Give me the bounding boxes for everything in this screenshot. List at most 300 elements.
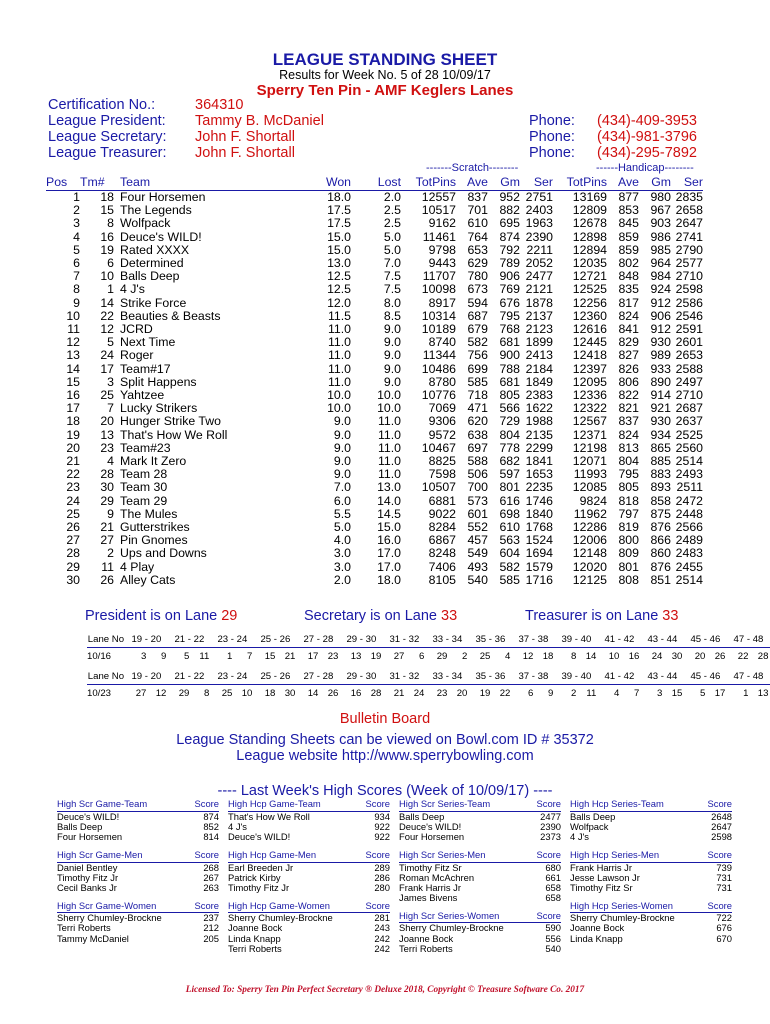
president-lane bbox=[85, 608, 237, 624]
cell-scratch-ave: 653 bbox=[467, 242, 488, 257]
bowler-score: 540 bbox=[545, 942, 561, 954]
cell-hcp-totpins: 12397 bbox=[572, 361, 607, 376]
cell-scratch-totpins: 9798 bbox=[428, 242, 456, 257]
cell-scratch-ave: 540 bbox=[467, 572, 488, 587]
high-score-category-row bbox=[570, 899, 732, 913]
bowler-name: Sherry Chumley-Brockne bbox=[228, 912, 333, 924]
cell-scratch-ave: 594 bbox=[467, 295, 488, 310]
cell-scratch-ave: 610 bbox=[467, 216, 488, 231]
cell-scratch-gm: 585 bbox=[499, 572, 520, 587]
cell-scratch-ser: 1746 bbox=[525, 493, 553, 508]
cell-won: 3.0 bbox=[333, 546, 351, 561]
cell-hcp-ave: 853 bbox=[618, 203, 639, 218]
cell-lost: 10.0 bbox=[377, 401, 401, 416]
cell-scratch-ser: 1579 bbox=[525, 559, 553, 574]
cell-scratch-gm: 792 bbox=[499, 242, 520, 257]
cell-won: 11.0 bbox=[327, 322, 351, 337]
treasurer-lane bbox=[525, 608, 678, 624]
team-b: 12 bbox=[155, 687, 167, 699]
lane-pair bbox=[598, 685, 641, 702]
cell-team-name: 4 J's bbox=[120, 282, 145, 297]
team-a: 18 bbox=[264, 687, 276, 699]
high-score-category: High Scr Game-Women bbox=[57, 899, 188, 913]
cell-scratch-ser: 2052 bbox=[525, 256, 553, 271]
lane-pair-label: 21 - 22 bbox=[168, 668, 211, 685]
lane-schedule-row bbox=[87, 685, 770, 702]
cell-hcp-totpins: 12616 bbox=[572, 322, 607, 337]
cell-scratch-ave: 837 bbox=[467, 190, 488, 204]
lane-pair bbox=[297, 648, 340, 665]
cell-hcp-totpins: 12020 bbox=[572, 559, 607, 574]
cell-team-name: Next Time bbox=[120, 335, 176, 350]
cell-hcp-gm: 876 bbox=[650, 520, 671, 535]
lane-pair bbox=[254, 648, 297, 665]
bulletin-title: Bulletin Board bbox=[339, 711, 431, 727]
cell-lost: 7.5 bbox=[383, 282, 401, 297]
team-a: 29 bbox=[436, 650, 448, 662]
cell-team-number: 5 bbox=[107, 335, 114, 350]
cell-scratch-totpins: 10486 bbox=[421, 361, 456, 376]
bowler-name: That's How We Roll bbox=[228, 811, 310, 822]
bowler-name: Sherry Chumley-Brockne bbox=[570, 912, 675, 924]
team-a: 12 bbox=[522, 650, 534, 662]
high-score-entry bbox=[570, 934, 732, 944]
high-score-category: High Hcp Game-Men bbox=[228, 849, 359, 863]
lane-pair bbox=[684, 685, 727, 702]
score-label: Score bbox=[188, 899, 219, 913]
cell-scratch-totpins: 11461 bbox=[422, 229, 456, 244]
high-score-entry bbox=[57, 832, 219, 842]
high-score-category: High Scr Game-Team bbox=[57, 798, 188, 812]
secretary-name: John F. Shortall bbox=[195, 129, 295, 145]
cell-scratch-ser: 1841 bbox=[525, 454, 553, 469]
lane-pair bbox=[512, 648, 555, 665]
cell-hcp-ser: 2546 bbox=[675, 308, 703, 323]
cell-scratch-ave: 582 bbox=[467, 335, 488, 350]
bowler-name: Joanne Bock bbox=[228, 922, 283, 934]
bowler-score: 2390 bbox=[540, 821, 561, 833]
bowler-name: Deuce's WILD! bbox=[399, 821, 462, 833]
score-label: Score bbox=[359, 798, 390, 812]
cell-won: 9.0 bbox=[333, 454, 351, 469]
team-b: 26 bbox=[714, 650, 726, 662]
cell-team-number: 29 bbox=[100, 493, 114, 508]
president-lane-number: 29 bbox=[221, 608, 238, 624]
cell-scratch-gm: 582 bbox=[499, 559, 520, 574]
cell-scratch-gm: 804 bbox=[499, 427, 520, 442]
col-scratch-gm: Gm bbox=[488, 176, 520, 191]
team-a: 2 bbox=[571, 687, 577, 699]
cell-pos: 3 bbox=[73, 216, 80, 231]
cell-hcp-gm: 912 bbox=[650, 322, 671, 337]
cell-lost: 7.5 bbox=[383, 269, 401, 284]
standings-row bbox=[46, 231, 703, 244]
cell-pos: 26 bbox=[66, 520, 80, 535]
cell-pos: 29 bbox=[66, 559, 80, 574]
cell-pos: 12 bbox=[66, 335, 80, 350]
cell-hcp-ave: 829 bbox=[618, 335, 639, 350]
lane-pair-label: 47 - 48 bbox=[727, 668, 770, 685]
lane-no-label: Lane No bbox=[87, 631, 125, 648]
cell-hcp-ser: 2483 bbox=[675, 546, 703, 561]
cell-scratch-gm: 906 bbox=[499, 269, 520, 284]
bowler-name: Sherry Chumley-Brockne bbox=[399, 922, 504, 934]
team-b: 11 bbox=[586, 687, 597, 699]
cell-lost: 10.0 bbox=[377, 388, 401, 403]
cell-scratch-ser: 1653 bbox=[525, 467, 553, 482]
bowler-name: 4 J's bbox=[228, 821, 247, 833]
high-score-category-row bbox=[228, 798, 390, 812]
cell-scratch-ave: 701 bbox=[467, 203, 488, 218]
standings-table bbox=[46, 176, 703, 587]
high-scores-column bbox=[57, 798, 219, 944]
col-pos: Pos bbox=[46, 176, 80, 191]
cell-scratch-gm: 563 bbox=[499, 533, 520, 548]
cell-scratch-gm: 882 bbox=[499, 203, 520, 218]
bowler-name: James Bivens bbox=[399, 892, 458, 904]
col-lost: Lost bbox=[351, 176, 401, 191]
cell-hcp-gm: 906 bbox=[650, 308, 671, 323]
cell-hcp-totpins: 9824 bbox=[579, 493, 607, 508]
standings-row bbox=[46, 349, 703, 362]
cell-scratch-totpins: 8105 bbox=[428, 572, 456, 587]
cell-team-number: 6 bbox=[107, 256, 114, 271]
cell-scratch-ser: 1768 bbox=[525, 520, 553, 535]
lane-pair bbox=[383, 648, 426, 665]
cell-hcp-ave: 818 bbox=[618, 493, 639, 508]
lane-pair bbox=[254, 685, 297, 702]
cell-scratch-gm: 566 bbox=[499, 401, 520, 416]
team-b: 17 bbox=[714, 687, 726, 699]
cell-hcp-ser: 2448 bbox=[675, 506, 703, 521]
cell-hcp-ave: 827 bbox=[618, 348, 639, 363]
cell-hcp-ave: 809 bbox=[618, 546, 639, 561]
cell-pos: 15 bbox=[66, 374, 80, 389]
lane-pair bbox=[727, 685, 770, 702]
cell-hcp-gm: 930 bbox=[650, 335, 671, 350]
cell-hcp-ser: 2511 bbox=[676, 480, 703, 495]
lane-pair-label: 41 - 42 bbox=[598, 668, 641, 685]
high-score-category-row bbox=[57, 899, 219, 913]
cell-hcp-ser: 2514 bbox=[675, 572, 703, 587]
cell-hcp-ave: 804 bbox=[618, 454, 639, 469]
cell-hcp-ser: 2525 bbox=[675, 427, 703, 442]
cell-scratch-ave: 697 bbox=[467, 440, 488, 455]
cell-pos: 22 bbox=[66, 467, 80, 482]
phone-label: Phone: bbox=[529, 129, 575, 145]
team-b: 11 bbox=[199, 650, 210, 662]
cell-team-number: 27 bbox=[100, 533, 114, 548]
cell-hcp-ser: 2455 bbox=[675, 559, 703, 574]
cell-team-name: Strike Force bbox=[120, 295, 187, 310]
lane-pair-label: 35 - 36 bbox=[469, 668, 512, 685]
cell-scratch-gm: 788 bbox=[499, 361, 520, 376]
cell-won: 7.0 bbox=[333, 480, 351, 495]
cell-hcp-totpins: 12035 bbox=[572, 256, 607, 271]
cell-won: 17.5 bbox=[327, 216, 351, 231]
cell-team-name: Deuce's WILD! bbox=[120, 229, 202, 244]
team-a: 15 bbox=[264, 650, 276, 662]
cell-won: 12.5 bbox=[327, 269, 351, 284]
officer-values bbox=[195, 97, 324, 161]
team-b: 16 bbox=[628, 650, 640, 662]
cell-hcp-gm: 890 bbox=[650, 374, 671, 389]
cell-team-number: 9 bbox=[107, 506, 114, 521]
cell-hcp-totpins: 12371 bbox=[572, 427, 607, 442]
certification-number: 364310 bbox=[195, 97, 244, 113]
high-score-entry bbox=[570, 822, 732, 832]
cell-hcp-ave: 802 bbox=[618, 256, 639, 271]
cell-team-name: The Legends bbox=[120, 203, 192, 218]
cell-hcp-totpins: 12256 bbox=[572, 295, 607, 310]
league-name: Sperry Ten Pin - AMF Keglers Lanes bbox=[256, 82, 514, 99]
lane-pair bbox=[426, 648, 469, 665]
cell-hcp-ser: 2835 bbox=[675, 190, 703, 204]
cell-lost: 18.0 bbox=[377, 572, 401, 587]
cell-scratch-totpins: 7598 bbox=[428, 467, 456, 482]
high-scores-column bbox=[228, 798, 390, 954]
bowler-score: 2647 bbox=[711, 821, 732, 833]
high-score-entry bbox=[228, 883, 390, 893]
cell-scratch-totpins: 6881 bbox=[428, 493, 456, 508]
bowler-score: 731 bbox=[716, 871, 732, 883]
cell-scratch-gm: 695 bbox=[499, 216, 520, 231]
cell-hcp-gm: 876 bbox=[650, 559, 671, 574]
cell-hcp-gm: 930 bbox=[650, 414, 671, 429]
bowler-score: 852 bbox=[203, 821, 219, 833]
cell-scratch-totpins: 7069 bbox=[428, 401, 456, 416]
standings-row bbox=[46, 574, 703, 587]
bowler-score: 237 bbox=[203, 912, 219, 924]
cell-scratch-ave: 687 bbox=[467, 308, 488, 323]
cell-scratch-ave: 493 bbox=[467, 559, 488, 574]
team-b: 9 bbox=[161, 650, 167, 662]
cell-hcp-ser: 2514 bbox=[675, 454, 703, 469]
cell-team-number: 28 bbox=[100, 467, 114, 482]
cell-scratch-ave: 764 bbox=[467, 229, 488, 244]
cell-won: 17.5 bbox=[327, 203, 351, 218]
cell-won: 9.0 bbox=[333, 427, 351, 442]
standings-row bbox=[46, 297, 703, 310]
cell-lost: 7.0 bbox=[383, 256, 401, 271]
schedule-date: 10/23 bbox=[87, 687, 112, 699]
cell-team-name: Beauties & Beasts bbox=[120, 308, 221, 323]
team-b: 28 bbox=[370, 687, 382, 699]
cell-team-name: Mark It Zero bbox=[120, 454, 187, 469]
col-won: Won bbox=[311, 176, 351, 191]
cell-scratch-ser: 1840 bbox=[525, 506, 553, 521]
cell-hcp-gm: 989 bbox=[650, 348, 671, 363]
team-a: 19 bbox=[479, 687, 491, 699]
lane-pair-label: 25 - 26 bbox=[254, 631, 297, 648]
bowler-name: Timothy Fitz Jr bbox=[57, 871, 119, 883]
cell-scratch-totpins: 10314 bbox=[421, 308, 456, 323]
team-a: 25 bbox=[479, 650, 491, 662]
cell-pos: 7 bbox=[73, 269, 80, 284]
cell-scratch-totpins: 8825 bbox=[428, 454, 456, 469]
bowler-name: Timothy Fitz Jr bbox=[228, 882, 290, 894]
high-score-category-row bbox=[57, 798, 219, 812]
cell-won: 2.0 bbox=[333, 572, 351, 587]
lane-pair-label: 25 - 26 bbox=[254, 668, 297, 685]
cell-scratch-ave: 585 bbox=[467, 374, 488, 389]
bowler-score: 205 bbox=[203, 932, 219, 944]
cell-hcp-gm: 893 bbox=[650, 480, 671, 495]
cell-hcp-ave: 817 bbox=[618, 295, 639, 310]
bowler-score: 922 bbox=[374, 831, 390, 843]
standings-row bbox=[46, 495, 703, 508]
cell-hcp-ser: 2560 bbox=[675, 440, 703, 455]
score-label: Score bbox=[359, 849, 390, 863]
cell-lost: 9.0 bbox=[383, 322, 401, 337]
cell-won: 15.0 bbox=[327, 242, 351, 257]
standings-row bbox=[46, 429, 703, 442]
standings-row bbox=[46, 283, 703, 296]
high-score-entry bbox=[399, 893, 561, 903]
cell-pos: 6 bbox=[73, 256, 80, 271]
lane-pair bbox=[641, 685, 684, 702]
cell-hcp-totpins: 12445 bbox=[572, 335, 607, 350]
col-team: Team bbox=[114, 176, 311, 191]
bowler-score: 934 bbox=[374, 811, 390, 822]
cell-hcp-totpins: 12006 bbox=[572, 533, 607, 548]
cell-hcp-gm: 860 bbox=[650, 546, 671, 561]
cell-team-name: Split Happens bbox=[120, 374, 197, 389]
cell-scratch-gm: 768 bbox=[499, 322, 520, 337]
bowler-name: Cecil Banks Jr bbox=[57, 882, 117, 894]
team-b: 15 bbox=[671, 687, 683, 699]
cell-hcp-totpins: 11993 bbox=[573, 467, 607, 482]
cell-scratch-gm: 698 bbox=[499, 506, 520, 521]
high-score-category: High Scr Series-Women bbox=[399, 909, 530, 923]
high-scores-column bbox=[570, 798, 732, 944]
team-b: 28 bbox=[757, 650, 769, 662]
cell-hcp-ser: 2472 bbox=[675, 493, 703, 508]
cell-won: 9.0 bbox=[333, 414, 351, 429]
lane-pair-label: 43 - 44 bbox=[641, 631, 684, 648]
cell-lost: 9.0 bbox=[383, 361, 401, 376]
cell-team-number: 24 bbox=[100, 348, 114, 363]
bowler-score: 280 bbox=[374, 882, 390, 894]
cell-scratch-ser: 1622 bbox=[525, 401, 553, 416]
high-score-entry bbox=[57, 934, 219, 944]
page-subtitle: Results for Week No. 5 of 28 10/09/17 bbox=[279, 68, 491, 82]
cell-hcp-ave: 848 bbox=[618, 269, 639, 284]
bowler-score: 2648 bbox=[711, 811, 732, 822]
lane-pair bbox=[211, 648, 254, 665]
team-a: 20 bbox=[694, 650, 706, 662]
cell-hcp-ser: 2647 bbox=[675, 216, 703, 231]
cell-hcp-ser: 2710 bbox=[675, 269, 703, 284]
cell-team-name: Gutterstrikes bbox=[120, 520, 190, 535]
cell-team-number: 8 bbox=[107, 216, 114, 231]
high-score-entry bbox=[570, 832, 732, 842]
cell-team-name: Pin Gnomes bbox=[120, 533, 188, 548]
bulletin-line-1: League Standing Sheets can be viewed on Bowl.com ID # 35372 bbox=[176, 732, 594, 748]
cell-hcp-gm: 980 bbox=[650, 190, 671, 204]
lane-pair bbox=[727, 648, 770, 665]
lane-pair bbox=[297, 685, 340, 702]
cell-pos: 19 bbox=[66, 427, 80, 442]
bowler-name: Wolfpack bbox=[570, 821, 609, 833]
lane-pair-label: 43 - 44 bbox=[641, 668, 684, 685]
cell-hcp-ser: 2591 bbox=[675, 322, 703, 337]
bowler-score: 268 bbox=[203, 861, 219, 873]
treasurer-name: John F. Shortall bbox=[195, 145, 295, 161]
cell-scratch-ave: 699 bbox=[467, 361, 488, 376]
cell-hcp-totpins: 12148 bbox=[572, 546, 607, 561]
team-a: 1 bbox=[743, 687, 749, 699]
cell-scratch-ser: 2135 bbox=[525, 427, 553, 442]
cell-scratch-gm: 795 bbox=[499, 308, 520, 323]
cell-pos: 24 bbox=[66, 493, 80, 508]
cell-lost: 16.0 bbox=[377, 533, 401, 548]
team-a: 6 bbox=[528, 687, 534, 699]
lane-pair-label: 41 - 42 bbox=[598, 631, 641, 648]
standings-row bbox=[46, 561, 703, 574]
cell-scratch-ser: 1878 bbox=[525, 295, 553, 310]
bowler-name: Tammy McDaniel bbox=[57, 932, 129, 944]
cell-scratch-ser: 2137 bbox=[525, 308, 553, 323]
bowler-score: 590 bbox=[545, 922, 561, 934]
cell-hcp-totpins: 12898 bbox=[572, 229, 607, 244]
cell-won: 11.0 bbox=[327, 361, 351, 376]
lane-pair bbox=[555, 685, 598, 702]
cell-scratch-gm: 676 bbox=[499, 295, 520, 310]
cell-scratch-totpins: 8780 bbox=[428, 374, 456, 389]
bowler-score: 2598 bbox=[711, 831, 732, 843]
cell-hcp-gm: 986 bbox=[650, 229, 671, 244]
lane-schedule-table bbox=[87, 668, 770, 701]
cell-hcp-ser: 2588 bbox=[675, 361, 703, 376]
bowler-score: 658 bbox=[545, 892, 561, 904]
cell-hcp-ave: 806 bbox=[618, 374, 639, 389]
cell-hcp-totpins: 12125 bbox=[572, 572, 607, 587]
cell-hcp-ave: 859 bbox=[618, 242, 639, 257]
cell-scratch-gm: 900 bbox=[499, 348, 520, 363]
cell-won: 9.0 bbox=[333, 440, 351, 455]
lane-pair bbox=[168, 685, 211, 702]
cell-pos: 14 bbox=[66, 361, 80, 376]
cell-hcp-gm: 985 bbox=[650, 242, 671, 257]
bowler-name: Deuce's WILD! bbox=[228, 831, 291, 843]
bowler-name: Earl Breeden Jr bbox=[228, 861, 294, 873]
cell-scratch-totpins: 8740 bbox=[428, 335, 456, 350]
cell-scratch-ser: 1849 bbox=[525, 374, 553, 389]
cell-scratch-ave: 601 bbox=[467, 506, 488, 521]
cell-won: 15.0 bbox=[327, 229, 351, 244]
team-a: 10 bbox=[608, 650, 620, 662]
phone-labels bbox=[529, 113, 575, 161]
phone-values bbox=[597, 113, 697, 161]
cell-scratch-ser: 2299 bbox=[525, 440, 553, 455]
cell-lost: 17.0 bbox=[377, 546, 401, 561]
lane-pair-label: 21 - 22 bbox=[168, 631, 211, 648]
cell-team-number: 16 bbox=[100, 229, 114, 244]
high-score-category: High Hcp Series-Men bbox=[570, 849, 701, 863]
cell-pos: 25 bbox=[66, 506, 80, 521]
cell-lost: 11.0 bbox=[377, 414, 401, 429]
team-b: 21 bbox=[284, 650, 296, 662]
cell-scratch-ser: 2751 bbox=[525, 190, 553, 204]
bulletin-line-2: League website http://www.sperrybowling.com bbox=[236, 748, 534, 764]
high-score-category: High Hcp Series-Women bbox=[570, 899, 701, 913]
bowler-score: 2477 bbox=[540, 811, 561, 822]
cell-lost: 11.0 bbox=[377, 467, 401, 482]
team-a: 23 bbox=[436, 687, 448, 699]
lane-pair-label: 29 - 30 bbox=[340, 631, 383, 648]
cell-scratch-ser: 1988 bbox=[525, 414, 553, 429]
